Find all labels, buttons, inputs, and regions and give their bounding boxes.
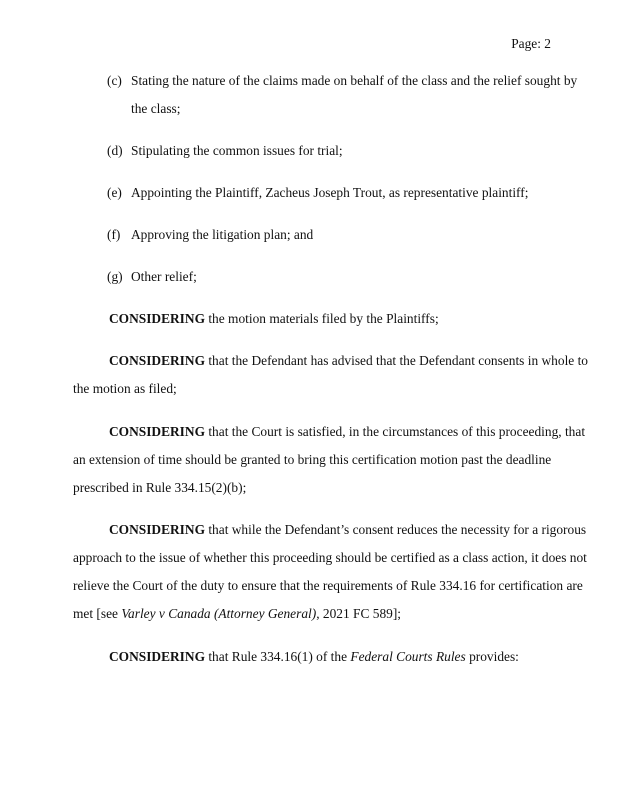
page-number: Page: 2 — [511, 36, 551, 51]
paragraph-line: the motion as filed; — [73, 381, 177, 396]
considering-keyword: CONSIDERING — [109, 649, 205, 664]
list-item-label: (c) — [107, 73, 122, 88]
considering-keyword: CONSIDERING — [109, 424, 205, 439]
list-item-text: Stating the nature of the claims made on behalf of the class and the relief sought by — [131, 73, 578, 88]
paragraph-line: an extension of time should be granted to bring this certification motion past the deadline — [73, 452, 552, 467]
list-item-text: Approving the litigation plan; and — [131, 227, 314, 242]
paragraph-line — [109, 424, 586, 440]
paragraph-text: , 2021 FC 589]; — [316, 606, 402, 621]
paragraph-line: relieve the Court of the duty to ensure that the requirements of Rule 334.16 for certification are — [73, 578, 583, 593]
list-item-text-continued: the class; — [131, 101, 181, 116]
paragraph-text: provides: — [465, 649, 519, 664]
considering-keyword: CONSIDERING — [109, 522, 205, 537]
rules-title: Federal Courts Rules — [350, 649, 466, 664]
paragraph-line — [109, 522, 587, 538]
list-item-text: Stipulating the common issues for trial; — [131, 143, 343, 158]
paragraph-text: that the Court is satisfied, in the circumstances of this proceeding, that — [204, 424, 586, 439]
list-item-text: Appointing the Plaintiff, Zacheus Joseph Trout, as representative plaintiff; — [131, 185, 529, 200]
list-item-text: Other relief; — [131, 269, 197, 284]
considering-keyword: CONSIDERING — [109, 311, 205, 326]
list-item-label: (g) — [107, 269, 123, 284]
considering-keyword: CONSIDERING — [109, 353, 205, 368]
paragraph-line: prescribed in Rule 334.15(2)(b); — [73, 480, 247, 495]
paragraph-line — [73, 606, 401, 622]
paragraph-text: that while the Defendant’s consent reduces the necessity for a rigorous — [204, 522, 587, 537]
paragraph-line: approach to the issue of whether this proceeding should be certified as a class action, it does not — [73, 550, 587, 565]
paragraph-text: met [see — [73, 606, 122, 621]
list-item-label: (e) — [107, 185, 122, 200]
paragraph-line — [109, 311, 439, 327]
paragraph-line — [109, 649, 519, 665]
paragraph-text: that the Defendant has advised that the Defendant consents in whole to — [204, 353, 588, 368]
paragraph-text: the motion materials filed by the Plaintiffs; — [204, 311, 439, 326]
case-citation: Varley v Canada (Attorney General) — [121, 606, 317, 621]
paragraph-text: that Rule 334.16(1) of the — [204, 649, 351, 664]
paragraph-line — [109, 353, 588, 369]
list-item-label: (d) — [107, 143, 123, 158]
list-item-label: (f) — [107, 227, 121, 242]
